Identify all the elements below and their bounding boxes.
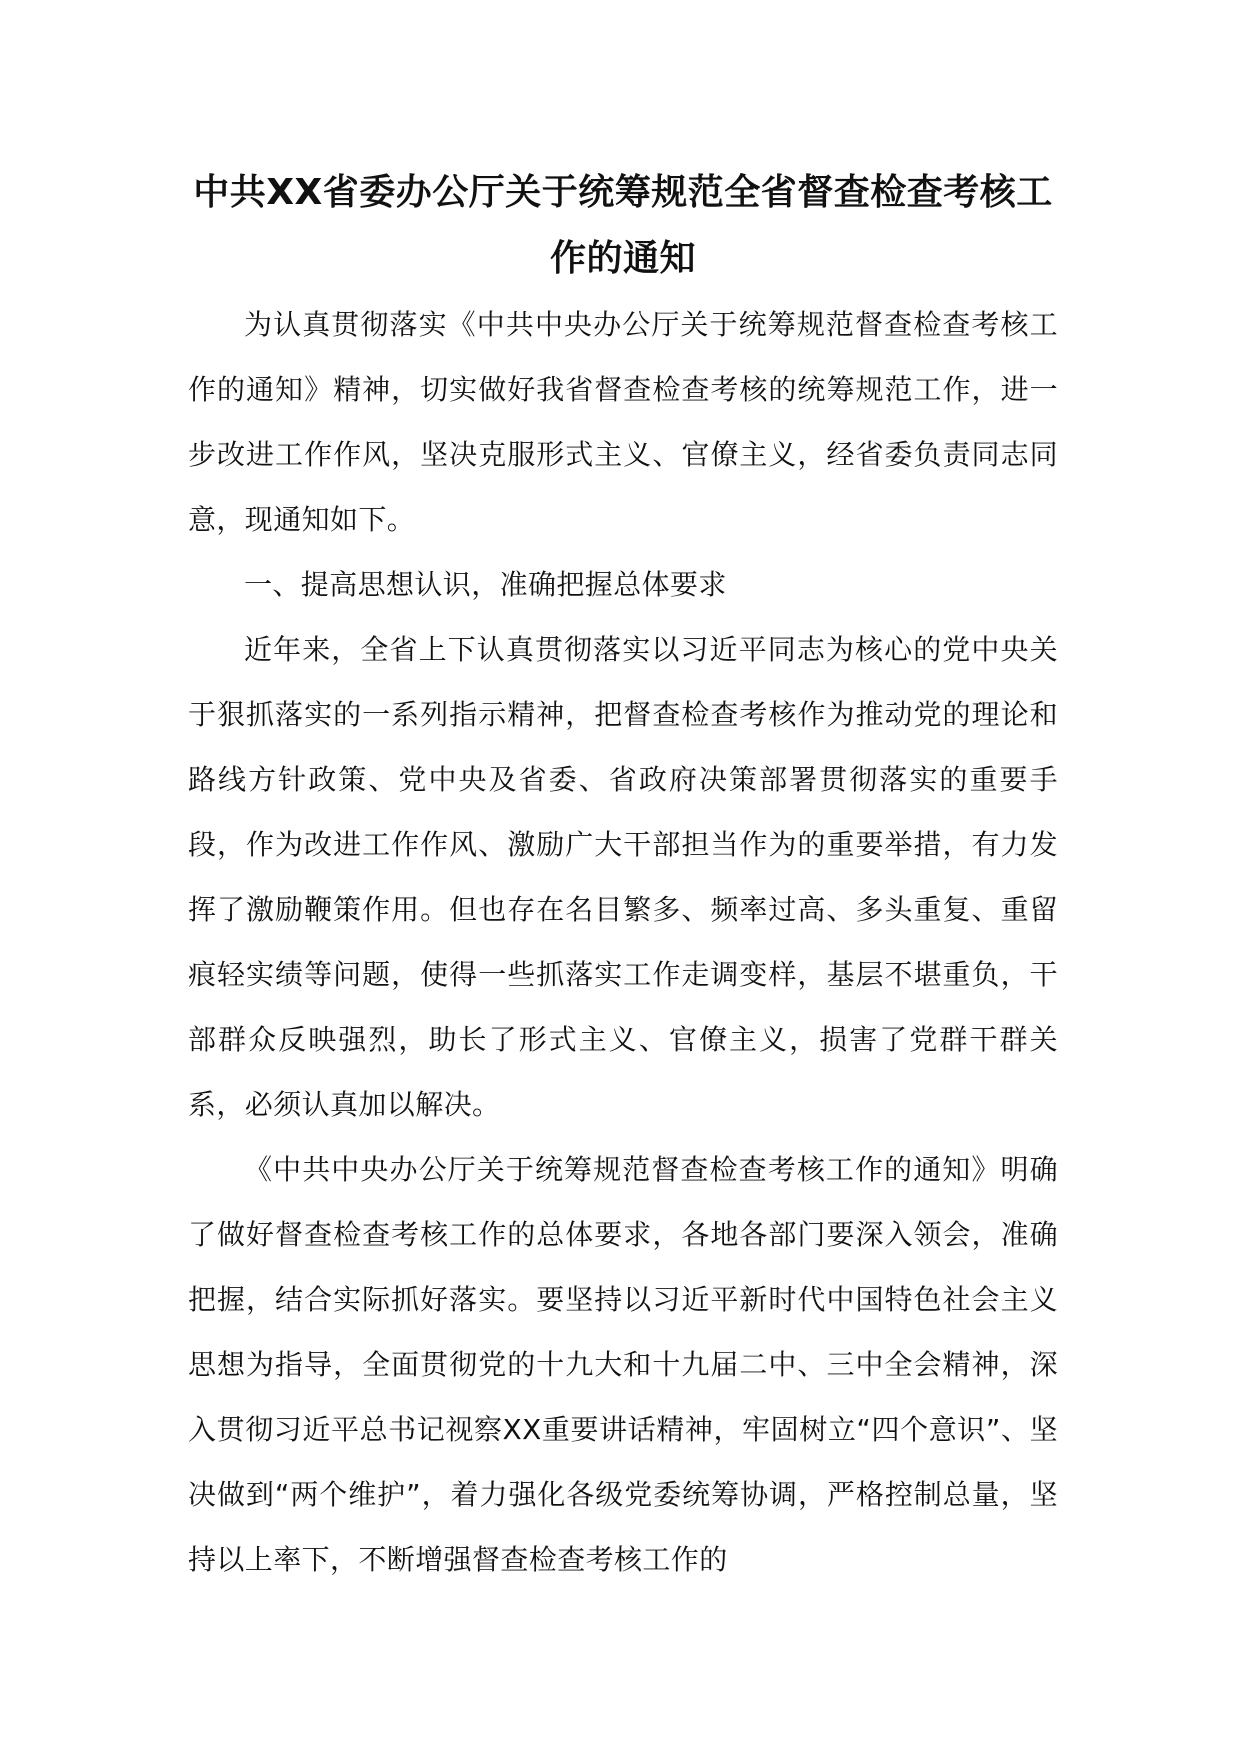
document-title: 中共XX省委办公厅关于统筹规范全省督查检查考核工作的通知	[193, 172, 1053, 279]
intro-paragraph: 为认真贯彻落实《中共中央办公厅关于统筹规范督查检查考核工作的通知》精神，切实做好我省督查检查考核的统筹规范工作，进一步改进工作作风，坚决克服形式主义、官僚主义，经省委负责同志同意，现通知如下。	[188, 308, 1058, 536]
body-paragraph: 《中共中央办公厅关于统筹规范督查检查考核工作的通知》明确了做好督查检查考核工作的总体要求，各地各部门要深入领会，准确把握，结合实际抓好落实。要坚持以习近平新时代中国特色社会主义思想为指导，全面贯彻党的十九大和十九届二中、三中全会精神，深入贯彻习近平总书记视察XX重要讲话精神，牢固树立“四个意识”、坚决做到“两个维护”，着力强化各级党委统筹协调，严格控制总量，坚持以上率下，不断增强督查检查考核工作的	[188, 1153, 1058, 1576]
body-paragraph: 近年来，全省上下认真贯彻落实以习近平同志为核心的党中央关于狠抓落实的一系列指示精神，把督查检查考核作为推动党的理论和路线方针政策、党中央及省委、省政府决策部署贯彻落实的重要手段，作为改进工作作风、激励广大干部担当作为的重要举措，有力发挥了激励鞭策作用。但也存在名目繁多、频率过高、多头重复、重留痕轻实绩等问题，使得一些抓落实工作走调变样，基层不堪重负，干部群众反映强烈，助长了形式主义、官僚主义，损害了党群干群关系，必须认真加以解决。	[188, 633, 1058, 1121]
section-heading: 一、提高思想认识，准确把握总体要求	[244, 568, 727, 601]
document-page	[188, 160, 1058, 1592]
